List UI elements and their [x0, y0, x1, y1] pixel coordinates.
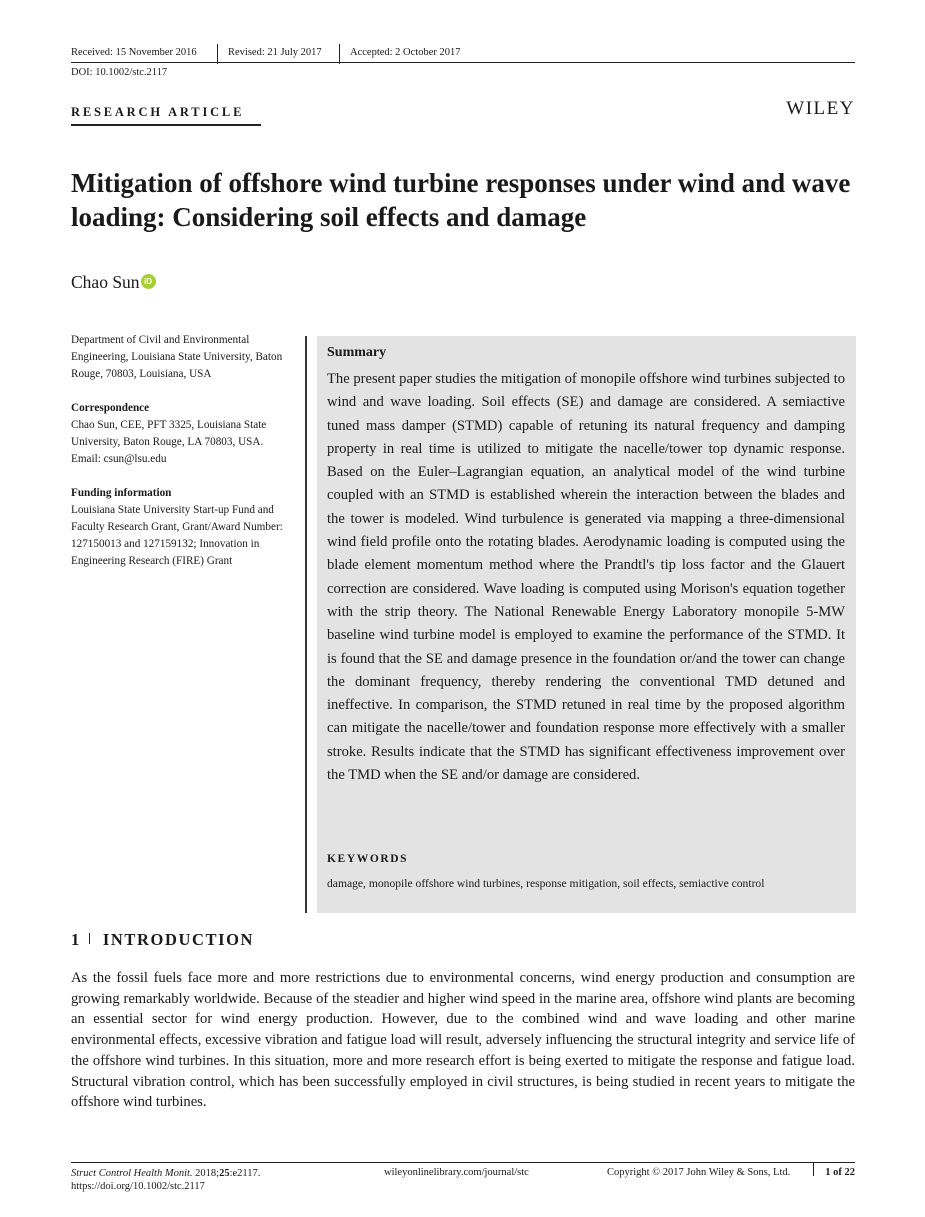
- accepted-date: Accepted: 2 October 2017: [350, 47, 461, 58]
- footer-doi-link[interactable]: https://doi.org/10.1002/stc.2117: [71, 1181, 205, 1192]
- journal-site-link[interactable]: wileyonlinelibrary.com/journal/stc: [384, 1167, 529, 1178]
- journal-name: Struct Control Health Monit.: [71, 1168, 193, 1179]
- article-type: RESEARCH ARTICLE: [71, 105, 245, 119]
- page-number: 1 of 22: [825, 1167, 855, 1178]
- meta-separator: [339, 44, 340, 64]
- correspondence-address: Chao Sun, CEE, PFT 3325, Louisiana State University, Baton Rouge, LA 70803, USA.: [71, 419, 267, 448]
- orcid-icon[interactable]: iD: [141, 274, 156, 289]
- summary-heading: Summary: [327, 345, 387, 360]
- correspondence: [71, 400, 303, 468]
- section-number: 1: [71, 930, 81, 949]
- correspondence-heading: Correspondence: [71, 402, 150, 414]
- revised-date: Revised: 21 July 2017: [228, 47, 322, 58]
- funding-text: Louisiana State University Start-up Fund and Faculty Research Grant, Grant/Award Number: 127150013 and 127159132; Innovation in Engineering Research (FIRE) Grant: [71, 504, 283, 567]
- footer-rule: [71, 1162, 855, 1163]
- paper-title: Mitigation of offshore wind turbine responses under wind and wave loading: Considering soil effects and damage: [71, 168, 851, 232]
- author-name: Chao Sun: [71, 272, 140, 292]
- citation-year: 2018;: [195, 1168, 220, 1179]
- introduction-paragraph: As the fossil fuels face more and more restrictions due to environmental concerns, wind energy production and consumption are growing remarkably worldwide. Because of the steadier and higher wind speed in the marine area, offshore wind plants are becoming an essential sector for wind energy production. However, due to the combined wind and wave loading and other marine environmental effects, excessive vibration and fatigue load will result, adversely influencing the structural integrity and service life of the offshore wind turbines. In this situation, more and more research effort is being exerted to mitigate the response and fatigue load. Structural vibration control, which has been successfully employed in civil structures, is being studied in recent years to mitigate the offshore wind turbines.: [71, 970, 855, 1111]
- keywords-heading: KEYWORDS: [327, 853, 409, 865]
- column-divider: [305, 336, 307, 913]
- header-rule: [71, 62, 855, 63]
- article-info-column: [71, 332, 303, 587]
- footer-citation: [71, 1167, 260, 1193]
- publication-dates: [71, 44, 855, 64]
- received-date: Received: 15 November 2016: [71, 47, 197, 58]
- affiliation: Department of Civil and Environmental Engineering, Louisiana State University, Baton Rouge, 70803, Louisiana, USA: [71, 334, 283, 380]
- citation-article: :e2117.: [229, 1168, 261, 1179]
- funding: [71, 485, 303, 570]
- keywords-list: damage, monopile offshore wind turbines, response mitigation, soil effects, semiactive control: [327, 877, 765, 890]
- footer-separator: [813, 1163, 814, 1176]
- citation-volume: 25: [219, 1168, 230, 1179]
- funding-heading: Funding information: [71, 487, 172, 499]
- author-line: [71, 272, 156, 293]
- correspondence-email[interactable]: Email: csun@lsu.edu: [71, 453, 167, 465]
- section-title: INTRODUCTION: [102, 930, 255, 949]
- meta-separator: [217, 44, 218, 64]
- summary-text: The present paper studies the mitigation of monopile offshore wind turbines subjected to wind and wave loading. Soil effects (SE) and damage are considered. A semiactive tuned mass damper (STMD) capable of retuning its natural frequency and damping property in real time is utilized to mitigate the nacelle/tower top dynamic response. Based on the Euler–Lagrangian equation, an analytical model of the wind turbine coupled with an STMD is established wherein the interaction between the blades and the tower is modeled. Wind turbulence is generated via mapping a three-dimensional wind field profile onto the rotating blades. Aerodynamic loading is computed using the blade element momentum method where the Prandtl's tip loss factor and the Glauert correction are considered. Wave loading is computed using Morison's equation together with the strip theory. The National Renewable Energy Laboratory monopile 5-MW baseline wind turbine model is employed to examine the performance of the STMD. It is found that the SE and damage presence in the foundation or/and the tower can change the dominant frequency, thereby rendering the conventional TMD detuned and ineffective. In comparison, the STMD retuned in real time by the proposed algorithm can mitigate the nacelle/tower and foundation response more effectively with a smaller stroke. Results indicate that the STMD has significant effectiveness improvement over the TMD when the SE and/or damage are considered.: [327, 371, 845, 784]
- copyright: Copyright © 2017 John Wiley & Sons, Ltd.: [607, 1167, 791, 1178]
- section-heading-introduction: [71, 930, 254, 950]
- publisher-logo: WILEY: [786, 98, 855, 119]
- section-number-separator: [89, 933, 90, 944]
- doi[interactable]: DOI: 10.1002/stc.2117: [71, 67, 168, 78]
- article-type-underline: [71, 124, 261, 126]
